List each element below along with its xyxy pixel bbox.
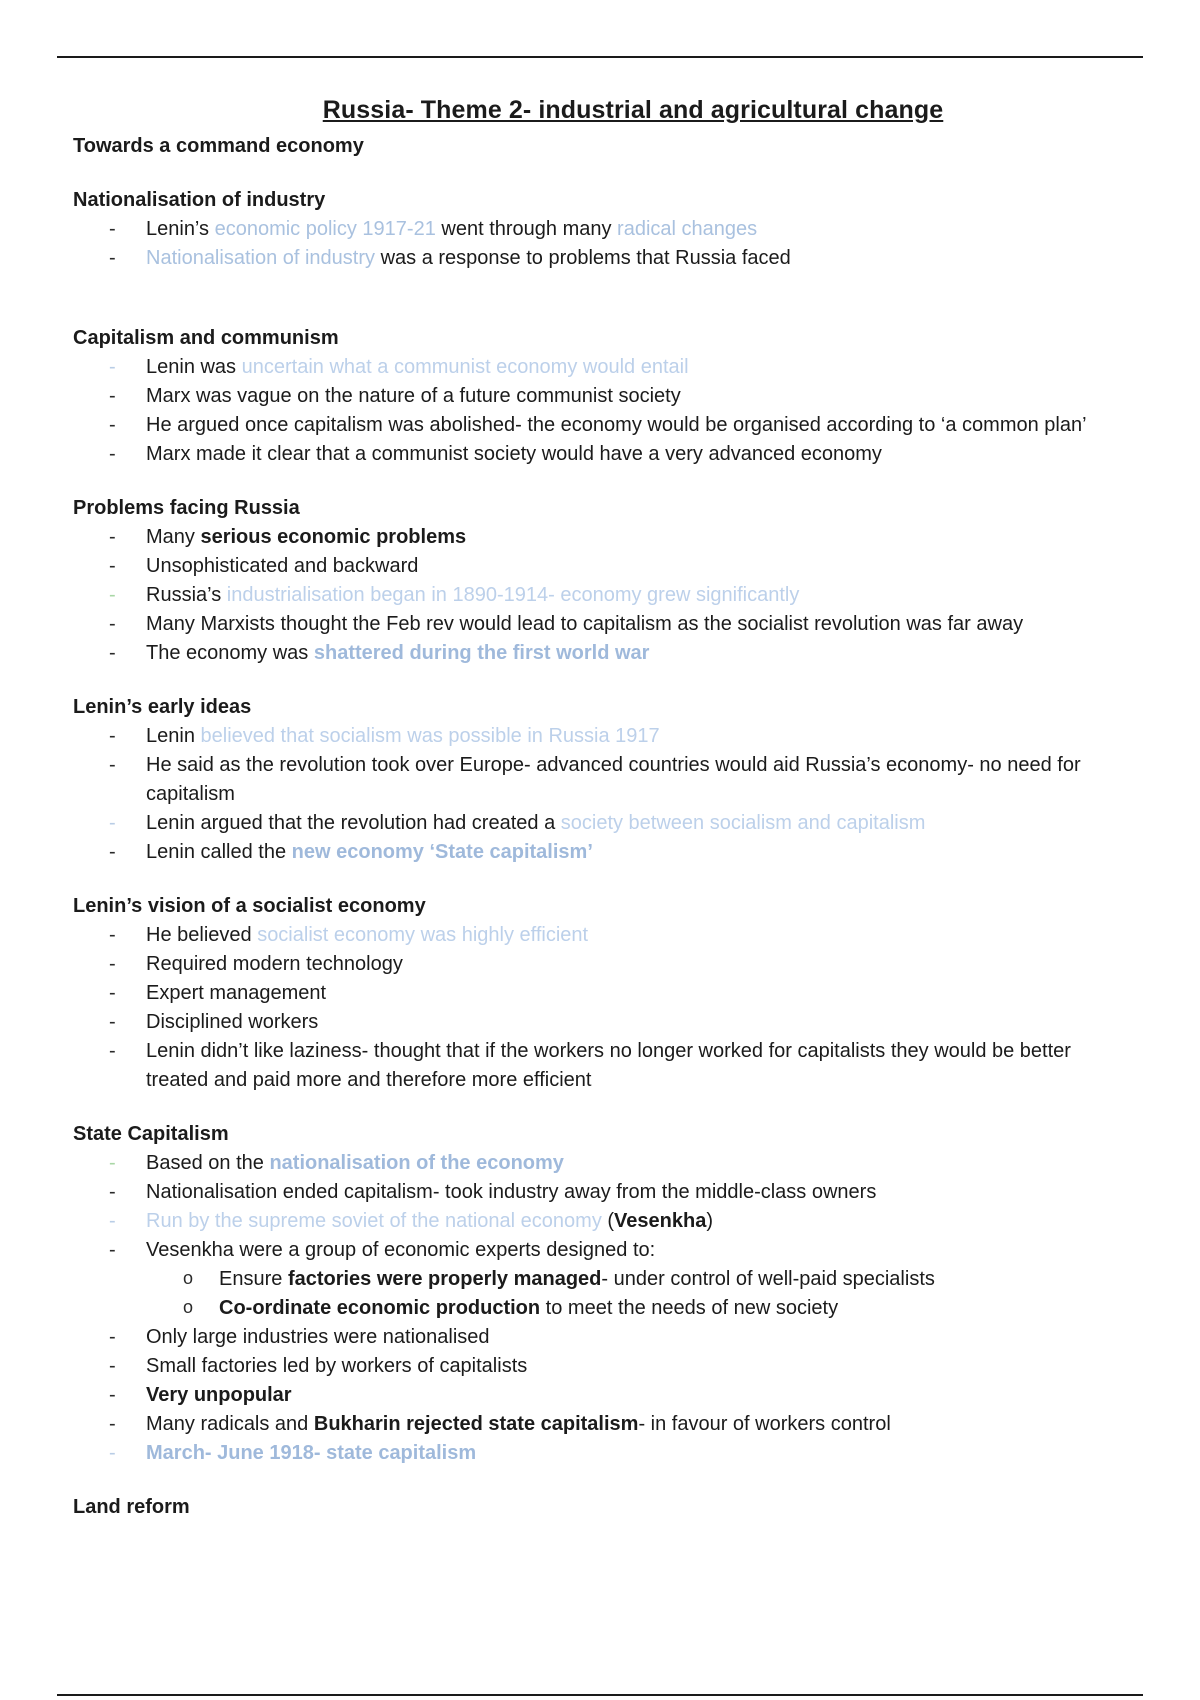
early-ideas-list [73, 722, 1133, 867]
list-item: - Lenin believed that socialism was possible in Russia 1917 [73, 722, 1133, 751]
list-item: - Russia’s industrialisation began in 1890-1914- economy grew significantly [73, 581, 1133, 610]
vision-list [73, 921, 1133, 1095]
list-item: - Many radicals and Bukharin rejected state capitalism- in favour of workers control [73, 1410, 1133, 1439]
list-item: - Lenin called the new economy ‘State capitalism’ [73, 838, 1133, 867]
state-capitalism-list [73, 1149, 1133, 1265]
document-page [73, 96, 1133, 1522]
list-item: - Based on the nationalisation of the economy [73, 1149, 1133, 1178]
section-heading-land-reform: Land reform [73, 1496, 190, 1518]
list-item: - He argued once capitalism was abolished- the economy would be organised according to ‘a common plan’ [73, 411, 1133, 440]
list-item: - The economy was shattered during the first world war [73, 639, 1133, 668]
list-item: - Disciplined workers [73, 1008, 1133, 1037]
page-title: Russia- Theme 2- industrial and agricultural change [322, 96, 944, 124]
problems-list [73, 523, 1133, 668]
list-item: - Very unpopular [73, 1381, 1133, 1410]
list-item: - Required modern technology [73, 950, 1133, 979]
nationalisation-list [73, 215, 1133, 273]
sub-list-item: o Ensure factories were properly managed- under control of well-paid specialists [73, 1265, 1133, 1294]
list-item: - Small factories led by workers of capitalists [73, 1352, 1133, 1381]
page-subtitle: Towards a command economy [73, 135, 364, 157]
list-item: - March- June 1918- state capitalism [73, 1439, 1133, 1468]
section-heading-early-ideas: Lenin’s early ideas [73, 696, 252, 718]
section-heading-capitalism: Capitalism and communism [73, 327, 339, 349]
list-item: - Many serious economic problems [73, 523, 1133, 552]
list-item: - Nationalisation ended capitalism- took industry away from the middle-class owners [73, 1178, 1133, 1207]
list-item: - Vesenkha were a group of economic experts designed to: [73, 1236, 1133, 1265]
section-heading-problems: Problems facing Russia [73, 497, 300, 519]
list-item: - Run by the supreme soviet of the national economy (Vesenkha) [73, 1207, 1133, 1236]
list-item: - Lenin didn’t like laziness- thought that if the workers no longer worked for capitalists they would be better treated and paid more and therefore more efficient [73, 1037, 1133, 1095]
list-item: - Nationalisation of industry was a response to problems that Russia faced [73, 244, 1133, 273]
section-heading-vision: Lenin’s vision of a socialist economy [73, 895, 426, 917]
list-item: - He believed socialist economy was highly efficient [73, 921, 1133, 950]
list-item: - Lenin argued that the revolution had created a society between socialism and capitalism [73, 809, 1133, 838]
list-item: - Expert management [73, 979, 1133, 1008]
list-item: - He said as the revolution took over Europe- advanced countries would aid Russia’s economy- no need for capitalism [73, 751, 1133, 809]
vesenkha-sub-list [73, 1265, 1133, 1323]
top-rule [57, 56, 1143, 58]
sub-list-item: o Co-ordinate economic production to meet the needs of new society [73, 1294, 1133, 1323]
list-item: - Unsophisticated and backward [73, 552, 1133, 581]
bottom-rule [57, 1694, 1143, 1696]
list-item: - Many Marxists thought the Feb rev would lead to capitalism as the socialist revolution was far away [73, 610, 1133, 639]
list-item: - Marx was vague on the nature of a future communist society [73, 382, 1133, 411]
list-item: - Marx made it clear that a communist society would have a very advanced economy [73, 440, 1133, 469]
list-item: - Lenin was uncertain what a communist economy would entail [73, 353, 1133, 382]
section-heading-state-capitalism: State Capitalism [73, 1123, 229, 1145]
state-capitalism-list-continued [73, 1323, 1133, 1468]
section-heading-nationalisation: Nationalisation of industry [73, 189, 326, 211]
list-item: - Only large industries were nationalised [73, 1323, 1133, 1352]
capitalism-list [73, 353, 1133, 469]
list-item: - Lenin’s economic policy 1917-21 went through many radical changes [73, 215, 1133, 244]
